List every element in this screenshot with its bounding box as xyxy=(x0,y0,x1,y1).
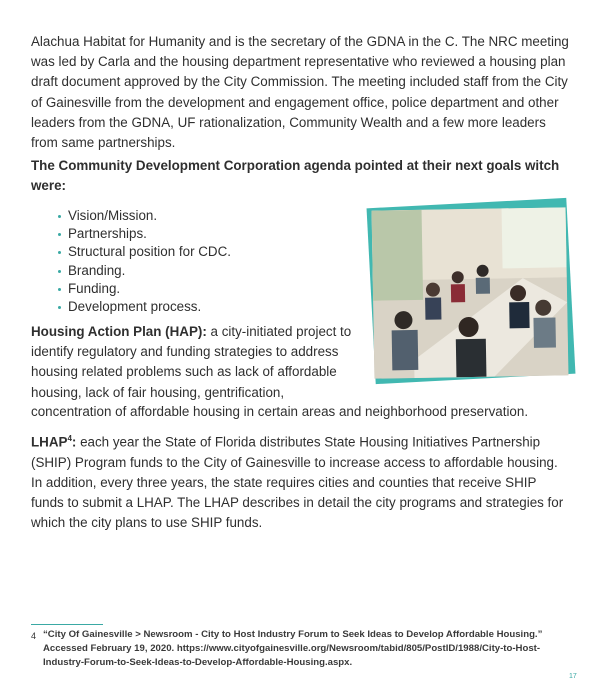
footnote-divider xyxy=(31,624,103,625)
lhap-text: each year the State of Florida distributes State Housing Initiatives Partnership (SHIP) Program funds to the City of Gainesville to increase access to affordable housing. In addition, every three years, the state requires cities and counties that receive SHIP funds to submit a LHAP. The LHAP describes in detail the city programs and strategies for which the city plans to use SHIP funds. xyxy=(31,434,564,531)
list-item: Development process. xyxy=(58,298,231,316)
list-item: Structural position for CDC. xyxy=(58,243,231,261)
hap-paragraph-wrap xyxy=(31,322,361,403)
hap-text-end: concentration of affordable housing in certain areas and neighborhood preservation. xyxy=(31,404,529,419)
meeting-photo-image xyxy=(372,207,569,378)
list-item: Partnerships. xyxy=(58,225,231,243)
list-item: Vision/Mission. xyxy=(58,207,231,225)
hap-label: Housing Action Plan (HAP): xyxy=(31,324,207,339)
lhap-footnote-ref[interactable]: 4 xyxy=(67,434,72,443)
lhap-label: LHAP xyxy=(31,434,68,450)
goals-list xyxy=(58,207,231,316)
intro-paragraph: Alachua Habitat for Humanity and is the secretary of the GDNA in the C. The NRC meeting was led by Carla and the housing department representative who reviewed a housing plan draft document approved by the City Commission. The meeting included staff from the City of Gainesville from the development and engagement office, police department and other leaders from the GDNA, UF rationalization, Community Wealth and a few more leaders from same partnerships. xyxy=(31,34,569,151)
meeting-photo xyxy=(367,203,574,383)
list-item: Branding. xyxy=(58,262,231,280)
footnote-number: 4 xyxy=(31,631,37,641)
cdc-heading: The Community Development Corporation agenda pointed at their next goals witch were: xyxy=(31,158,560,194)
lhap-colon: : xyxy=(71,434,77,450)
lhap-paragraph xyxy=(31,429,571,533)
page-number: 17 xyxy=(569,673,577,680)
footnote-text: “City Of Gainesville > Newsroom - City to Host Industry Forum to Seek Ideas to Develop Affordable Housing.” Accessed February 19, 2020. https://www.cityofgainesville.org/Newsroom/tabid/805/PostID/1988/City-to-Host-Industry-Forum-to-Seek-Ideas-to-Develop-Affordable-Housing.aspx. xyxy=(43,629,543,668)
hap-text-start: a city-initiated project to identify regulatory and funding strategies to address housing related problems such as lack of affordable housing, lack of fair housing, gentrification, xyxy=(31,324,352,400)
list-item: Funding. xyxy=(58,280,231,298)
